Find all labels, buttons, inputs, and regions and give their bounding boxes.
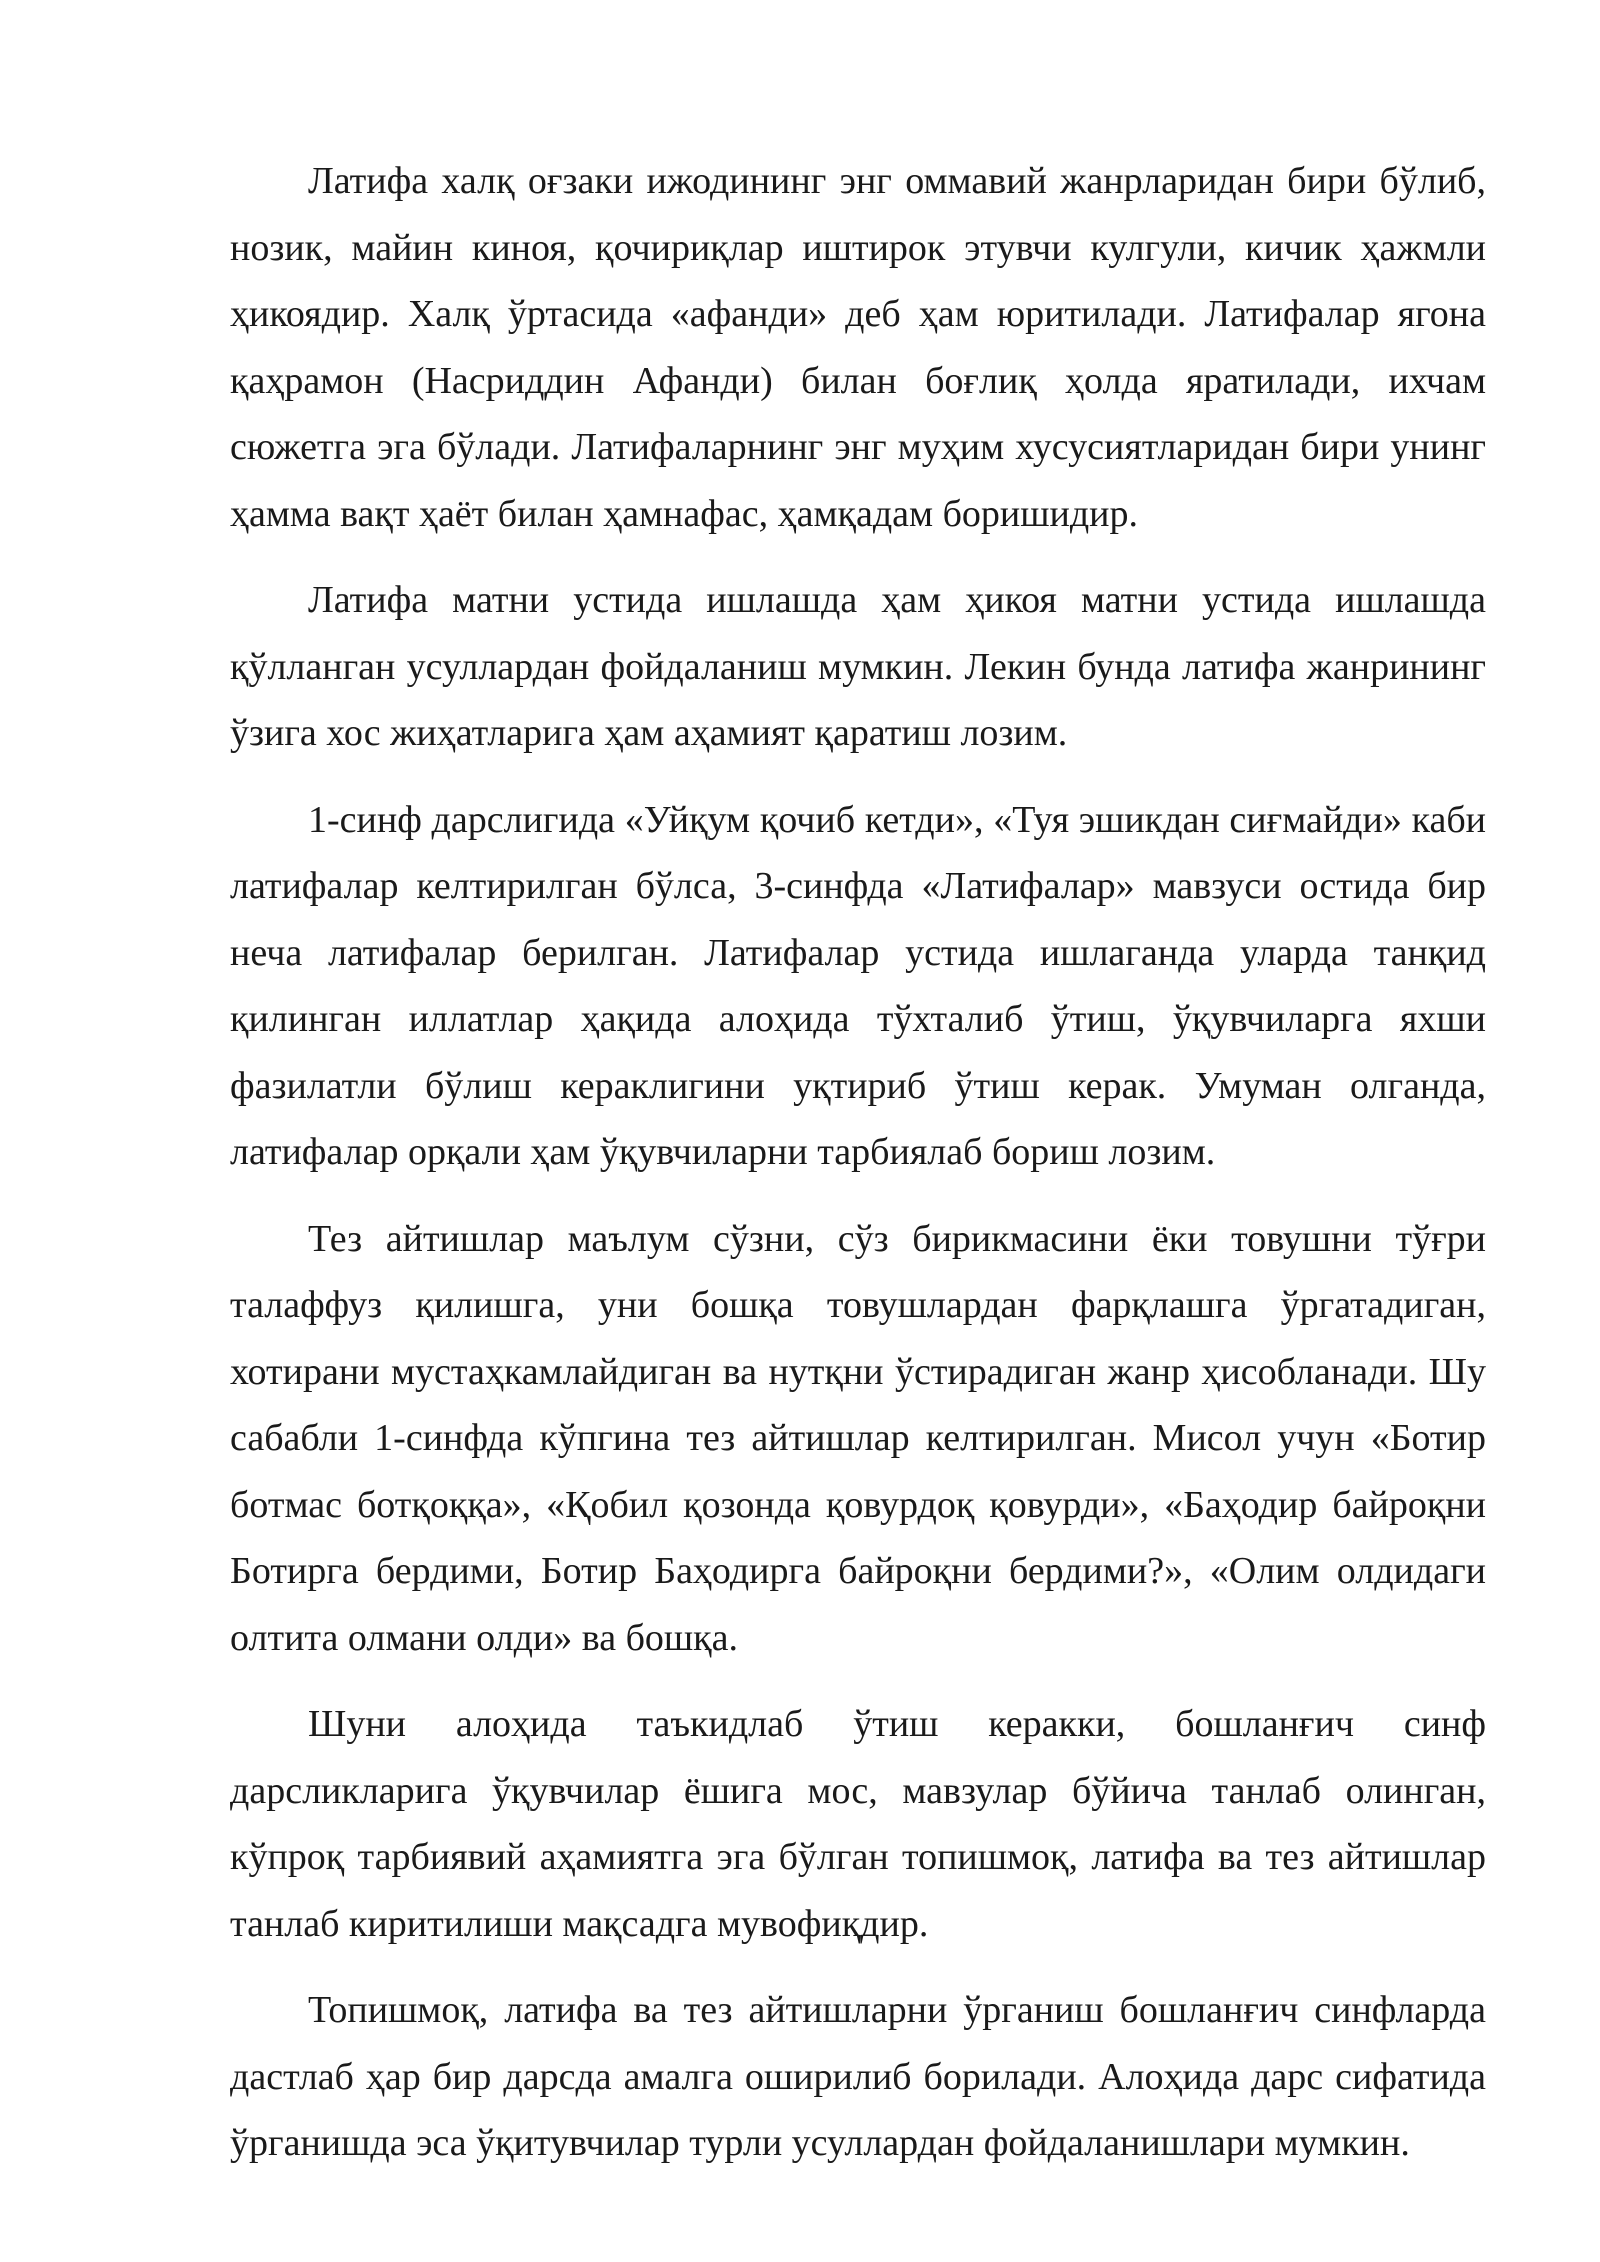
- paragraph-latifa-textbooks: 1-синф дарслигида «Уйқум қочиб кетди», «Туя эшикдан сиғмайди» каби латифалар келтирилган бўлса, 3-синфда «Латифалар» мавзуси остида бир неча латифалар берилган. Латифалар устида ишлаганда уларда танқид қилинган иллатлар ҳақида алоҳида тўхталиб ўтиш, ўқувчиларга яхши фазилатли бўлиш кераклигини уқтириб ўтиш керак. Умуман олганда, латифалар орқали ҳам ўқувчиларни тарбиялаб бориш лозим.: [230, 798, 1486, 1173]
- paragraph-study-methods: Топишмоқ, латифа ва тез айтишларни ўрганиш бошланғич синфларда дастлаб ҳар бир дарсда амалга оширилиб борилади. Алоҳида дарс сифатида ўрганишда эса ўқитувчилар турли усуллардан фойдаланишлари мумкин.: [230, 1989, 1486, 2164]
- paragraph-selection-note: Шуни алоҳида таъкидлаб ўтиш керакки, бошланғич синф дарсликларига ўқувчилар ёшига мос, мавзулар бўйича танлаб олинган, кўпроқ тарбиявий аҳамиятга эга бўлган топишмоқ, латифа ва тез айтишлар танлаб киритилиши мақсадга мувофиқдир.: [230, 1703, 1486, 1945]
- paragraph-tongue-twisters: Тез айтишлар маълум сўзни, сўз бирикмасини ёки товушни тўғри талаффуз қилишга, уни бошқа товушлардан фарқлашга ўргатадиган, хотирани мустаҳкамлайдиган ва нутқни ўстирадиган жанр ҳисобланади. Шу сабабли 1-синфда кўпгина тез айтишлар келтирилган. Мисол учун «Ботир ботмас ботқоққа», «Қобил қозонда қовурдоқ қовурди», «Баҳодир байроқни Ботирга бердими, Ботир Баҳодирга байроқни бердими?», «Олим олдидаги олтита олмани олди» ва бошқа.: [230, 1217, 1486, 1659]
- paragraph-latifa-text-work: Латифа матни устида ишлашда ҳам ҳикоя матни устида ишлашда қўлланган усуллардан фойдаланиш мумкин. Лекин бунда латифа жанрининг ўзига хос жиҳатларига ҳам аҳамият қаратиш лозим.: [230, 579, 1486, 754]
- paragraph-latifa-definition: Латифа халқ оғзаки ижодининг энг оммавий жанрларидан бири бўлиб, нозик, майин киноя, қочириқлар иштирок этувчи кулгули, кичик ҳажмли ҳикоядир. Халқ ўртасида «афанди» деб ҳам юритилади. Латифалар ягона қаҳрамон (Насриддин Афанди) билан боғлиқ ҳолда яратилади, ихчам сюжетга эга бўлади. Латифаларнинг энг муҳим хусусиятларидан бири унинг ҳамма вақт ҳаёт билан ҳамнафас, ҳамқадам боришидир.: [230, 160, 1486, 535]
- document-page: [230, 148, 1486, 2177]
